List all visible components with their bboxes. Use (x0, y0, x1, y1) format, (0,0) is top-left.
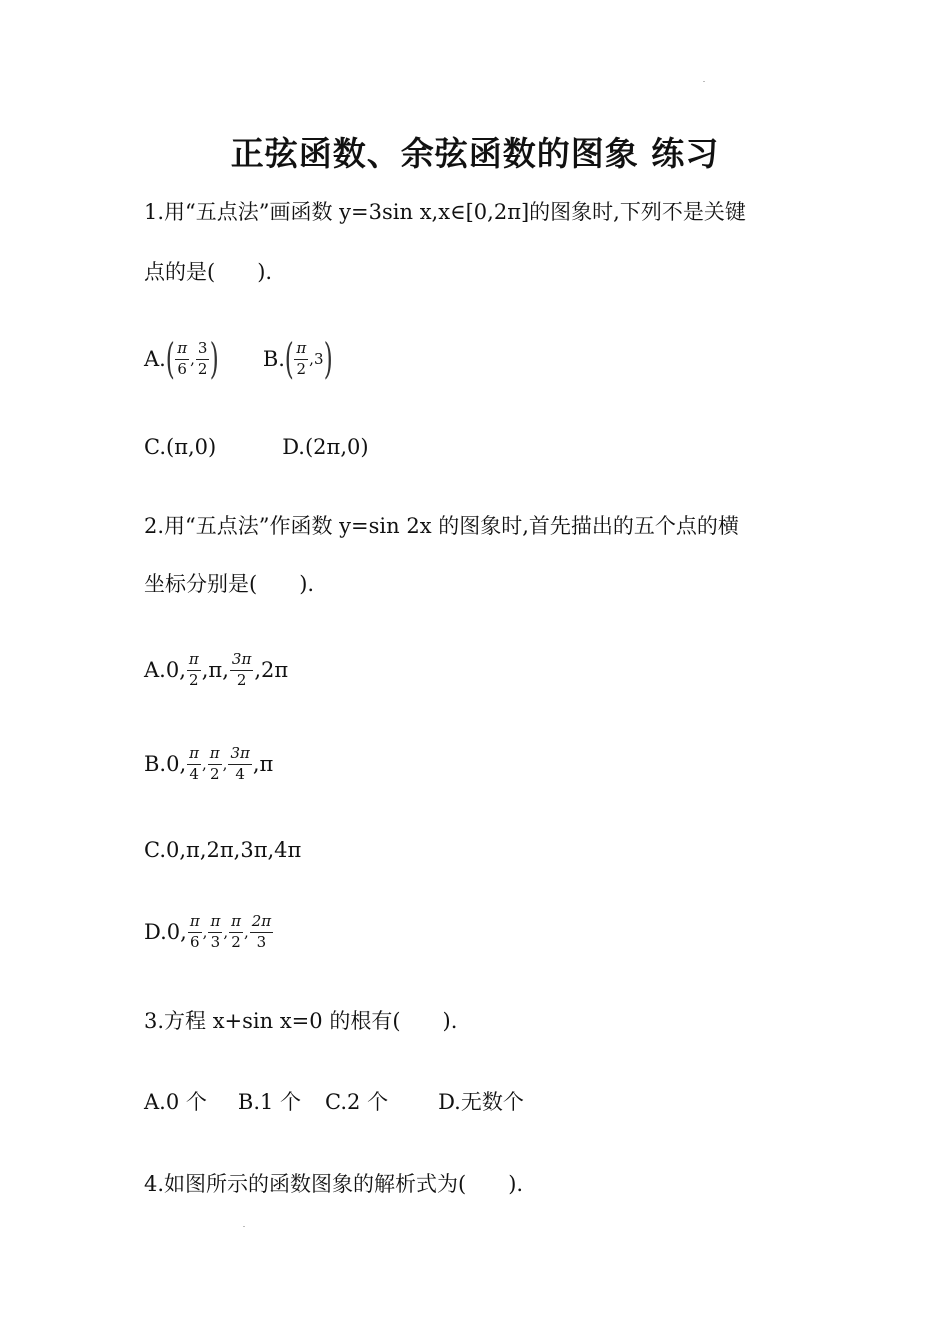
fraction: $\frac{\pi}{2}$ (231, 912, 241, 951)
q3-options (144, 1092, 524, 1113)
q2-stem-line1: 2.用“五点法”作函数 y=sin 2x 的图象时,首先描出的五个点的横 (144, 514, 739, 538)
fraction: $\frac{\pi}{2}$ (209, 744, 220, 783)
q3-option-b: B.1 个 (237, 1090, 302, 1114)
fraction: $\frac{\pi}{2}$ (296, 338, 307, 378)
q3-stem: 3.方程 x+sin x=0 的根有( ). (144, 1009, 458, 1033)
fraction: $\frac{3\pi}{4}$ (230, 744, 250, 783)
q1-stem-line2: 点的是( ). (144, 260, 273, 284)
q1-options-ab (144, 334, 333, 383)
fraction: $\frac{\pi}{4}$ (189, 744, 200, 783)
q3-option-d: D.无数个 (438, 1090, 524, 1114)
q4-stem: 4.如图所示的函数图象的解析式为( ). (144, 1172, 524, 1196)
q2-stem-line2: 坐标分别是( ). (144, 572, 315, 596)
page-title: 正弦函数、余弦函数的图象 练习 (230, 134, 720, 173)
q1-options-cd (144, 437, 369, 458)
fraction: $\frac{\pi}{6}$ (189, 912, 200, 951)
q2-option-b: B.0, $\frac{\pi}{4}$ , $\frac{\pi}{2}$ , $\frac{3\pi}{4}$ ,π (144, 744, 274, 783)
fraction: $\frac{\pi}{3}$ (210, 912, 221, 951)
q1-option-b: B. ( $\frac{\pi}{2}$ , 3 ) (262, 334, 333, 383)
fraction: $\frac{\pi}{6}$ (177, 338, 188, 378)
fraction: $\frac{3}{2}$ (197, 338, 208, 378)
q2-option-a: A.0, $\frac{\pi}{2}$ ,π, $\frac{3\pi}{2}$ ,2π (144, 650, 289, 689)
q3-option-c: C.2 个 (325, 1090, 389, 1114)
q1-option-a: A. ( $\frac{\pi}{6}$ , $\frac{3}{2}$ ) (144, 334, 220, 383)
q3-option-a: A.0 个 (144, 1090, 207, 1114)
q2-option-d: D.0, $\frac{\pi}{6}$ , $\frac{\pi}{3}$ , $\frac{\pi}{2}$ , $\frac{2\pi}{3}$ (144, 912, 272, 951)
q1-option-c: C.(π,0) (144, 435, 217, 459)
fraction: $\frac{3\pi}{2}$ (231, 650, 252, 689)
fraction: $\frac{2\pi}{3}$ (251, 912, 272, 951)
speck-bottom (243, 1226, 245, 1227)
fraction: $\frac{\pi}{2}$ (188, 650, 199, 689)
q1-option-d: D.(2π,0) (282, 435, 369, 459)
speck-top (703, 81, 705, 82)
q1-stem-line1: 1.用“五点法”画函数 y=3sin x,x∈[0,2π]的图象时,下列不是关键 (144, 200, 746, 224)
q2-option-c: C.0,π,2π,3π,4π (144, 838, 302, 862)
